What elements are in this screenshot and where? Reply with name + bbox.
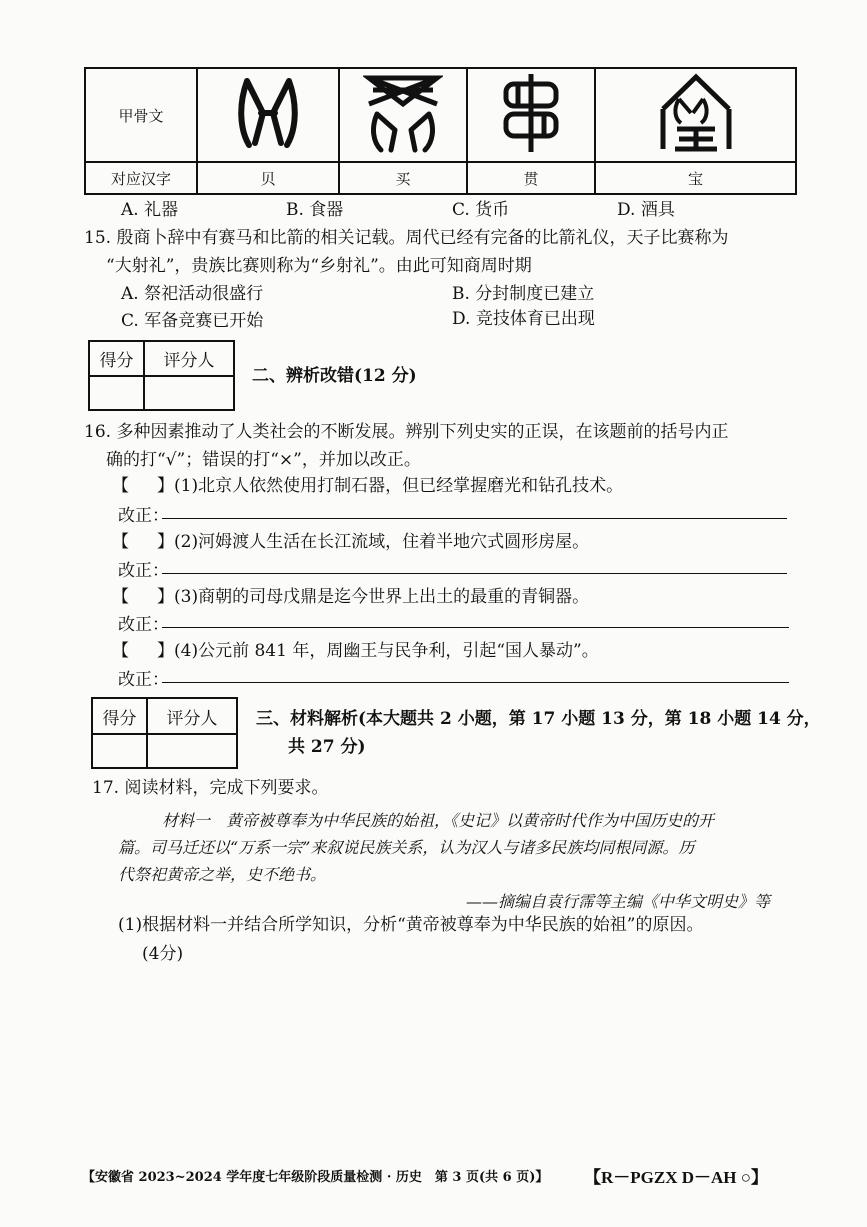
q16-item1-answer-line[interactable] [162, 518, 787, 519]
char-guan: 贯 [467, 162, 595, 194]
q16-item1: (1)北京人依然使用打制石器，但已经掌握磨光和钻孔技术。 [174, 476, 624, 496]
q16-item4-answer-line[interactable] [162, 682, 789, 683]
oracle-glyph-guan [467, 68, 595, 162]
q16-item3: (3)商朝的司母戊鼎是迄今世界上出土的最重的青铜器。 [174, 587, 590, 607]
paper-code: 【R－PGZX D－AH ○】 [584, 1168, 769, 1187]
oracle-bone-table [84, 67, 797, 195]
q17-material-line1: 材料一 黄帝被尊奉为中华民族的始祖，《史记》以黄帝时代作为中国历史的开 [162, 811, 715, 830]
grader-label: 评分人 [147, 698, 237, 734]
q17-sub1-line2: (4分) [142, 944, 184, 964]
q15-option-d[interactable]: D. 竞技体育已出现 [452, 309, 595, 329]
q14-option-d[interactable]: D. 酒具 [617, 200, 675, 220]
oracle-row-header: 甲骨文 [85, 68, 197, 162]
char-mai: 买 [339, 162, 467, 194]
oracle-row2-header: 对应汉字 [85, 162, 197, 194]
oracle-bao-icon [651, 69, 741, 157]
oracle-glyph-mai [339, 68, 467, 162]
q17-sub1-line1: (1)根据材料一并结合所学知识，分析“黄帝被尊奉为中华民族的始祖”的原因。 [118, 915, 704, 935]
q16-item4-bracket-open[interactable]: 【 [112, 641, 129, 661]
q16-item2-bracket-open[interactable]: 【 [112, 532, 129, 552]
q16-item2-bracket-close: 】 [157, 532, 174, 552]
q16-item3-answer-line[interactable] [162, 627, 789, 628]
q16-item3-bracket-open[interactable]: 【 [112, 587, 129, 607]
char-bei: 贝 [197, 162, 339, 194]
q15-stem-line1: 15. 殷商卜辞中有赛马和比箭的相关记载。周代已经有完备的比箭礼仪，天子比赛称为 [84, 228, 729, 248]
section3-title-line2: 共 27 分) [288, 737, 366, 757]
q14-option-c[interactable]: C. 货币 [452, 200, 510, 220]
q16-item2-correct-label: 改正： [118, 561, 169, 581]
grader-cell[interactable] [147, 734, 237, 768]
score-label: 得分 [89, 341, 144, 376]
grader-label: 评分人 [144, 341, 234, 376]
q14-option-a[interactable]: A. 礼器 [121, 200, 179, 220]
q17-source: ——摘编自袁行霈等主编《中华文明史》等 [466, 892, 771, 911]
q15-stem-line2: “大射礼”，贵族比赛则称为“乡射礼”。由此可知商周时期 [106, 256, 532, 276]
q16-item3-bracket-close: 】 [157, 587, 174, 607]
q16-item4: (4)公元前 841 年，周幽王与民争利，引起“国人暴动”。 [174, 641, 599, 661]
q16-item4-bracket-close: 】 [157, 641, 174, 661]
q16-item4-correct-label: 改正： [118, 670, 169, 690]
char-bao: 宝 [595, 162, 796, 194]
score-cell[interactable] [89, 376, 144, 410]
oracle-glyph-bei [197, 68, 339, 162]
oracle-glyph-bao [595, 68, 796, 162]
q16-item3-correct-label: 改正： [118, 615, 169, 635]
section2-title: 二、辨析改错(12 分) [252, 366, 417, 386]
q16-item2: (2)河姆渡人生活在长江流域，住着半地穴式圆形房屋。 [174, 532, 590, 552]
section3-title-line1: 三、材料解析(本大题共 2 小题，第 17 小题 13 分，第 18 小题 14 分， [256, 709, 821, 729]
q17-material-line2: 篇。司马迁还以“万系一宗”来叙说民族关系，认为汉人与诸多民族均同根同源。历 [118, 838, 695, 857]
oracle-guan-icon [496, 70, 566, 156]
q14-option-b[interactable]: B. 食器 [286, 200, 344, 220]
score-box-section2 [88, 340, 235, 411]
score-box-section3 [91, 697, 238, 769]
q17-material-line3: 代祭祀黄帝之举，史不绝书。 [118, 865, 327, 884]
page-footer: 【安徽省 2023~2024 学年度七年级阶段质量检测 · 历史 第 3 页(共 6 页)】 [82, 1170, 549, 1185]
q15-option-a[interactable]: A. 祭祀活动很盛行 [121, 284, 264, 304]
q15-option-c[interactable]: C. 军备竞赛已开始 [121, 311, 264, 331]
q16-stem-line1: 16. 多种因素推动了人类社会的不断发展。辨别下列史实的正误，在该题前的括号内正 [84, 422, 729, 442]
q16-item2-answer-line[interactable] [162, 573, 787, 574]
oracle-bei-icon [233, 73, 303, 153]
oracle-mai-icon [363, 70, 443, 156]
q16-item1-correct-label: 改正： [118, 506, 169, 526]
q16-stem-line2: 确的打“√”；错误的打“×”，并加以改正。 [106, 450, 421, 470]
q15-option-b[interactable]: B. 分封制度已建立 [452, 284, 595, 304]
score-cell[interactable] [92, 734, 147, 768]
q16-item1-bracket-close: 】 [157, 476, 174, 496]
grader-cell[interactable] [144, 376, 234, 410]
q17-intro: 17. 阅读材料，完成下列要求。 [92, 778, 329, 798]
score-label: 得分 [92, 698, 147, 734]
q16-item1-bracket-open[interactable]: 【 [112, 476, 129, 496]
